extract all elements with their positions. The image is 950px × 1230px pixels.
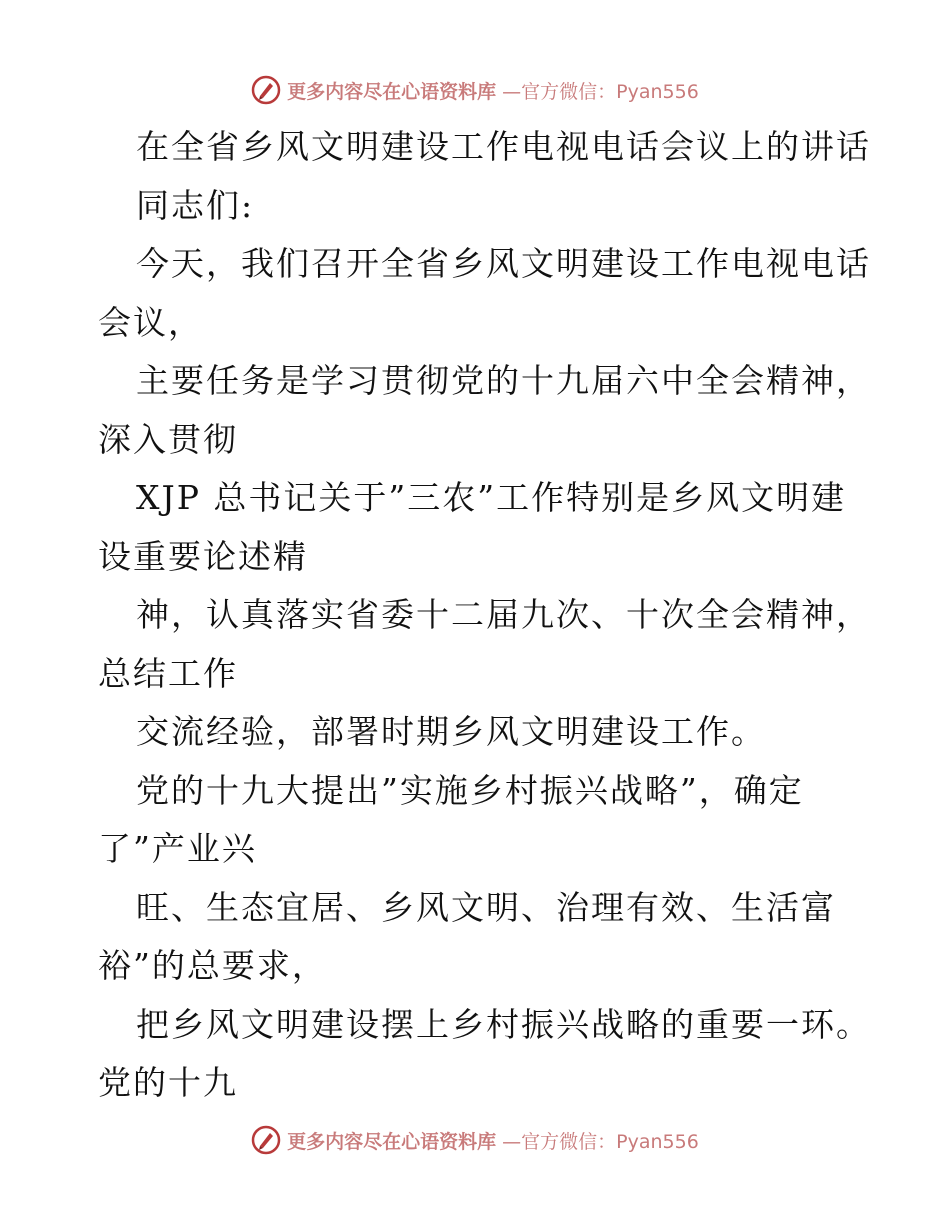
text-line: 交流经验，部署时期乡风文明建设工作。	[136, 712, 766, 751]
text-line: 今天，我们召开全省乡风文明建设工作电视电话	[136, 244, 871, 283]
text-line: 会议，	[98, 302, 203, 342]
text-line: 总结工作	[98, 653, 238, 693]
text-line: 裕”的总要求，	[98, 946, 327, 985]
text-line: 深入贯彻	[98, 419, 238, 459]
text-line: 在全省乡风文明建设工作电视电话会议上的讲话	[136, 127, 871, 166]
watermark-site-text: 更多内容尽在心语资料库	[287, 80, 497, 103]
text-line: XJP 总书记关于”三农”工作特别是乡风文明建	[136, 478, 847, 517]
watermark-wechat-text: —官方微信：Pyan556	[502, 80, 699, 103]
text-line: 设重要论述精	[98, 536, 308, 576]
text-line: 党的十九大提出”实施乡村振兴战略”，确定	[136, 770, 804, 810]
header-watermark	[0, 70, 950, 110]
text-line: 神，认真落实省委十二届九次、十次全会精神，	[136, 595, 871, 634]
pen-logo-icon	[251, 1125, 281, 1155]
watermark-site-text: 更多内容尽在心语资料库	[287, 1130, 497, 1153]
text-line: 党的十九	[98, 1063, 238, 1102]
watermark-wechat-text: —官方微信：Pyan556	[502, 1130, 699, 1153]
pen-logo-icon	[251, 75, 281, 105]
text-line: 了”产业兴	[98, 829, 257, 868]
text-line: 旺、生态宜居、乡风文明、治理有效、生活富	[136, 887, 836, 927]
footer-watermark	[0, 1120, 950, 1160]
text-line: 主要任务是学习贯彻党的十九届六中全会精神，	[136, 361, 871, 400]
document-body	[98, 118, 871, 1113]
text-line: 同志们:	[136, 185, 255, 225]
text-line: 把乡风文明建设摆上乡村振兴战略的重要一环。	[136, 1004, 871, 1044]
